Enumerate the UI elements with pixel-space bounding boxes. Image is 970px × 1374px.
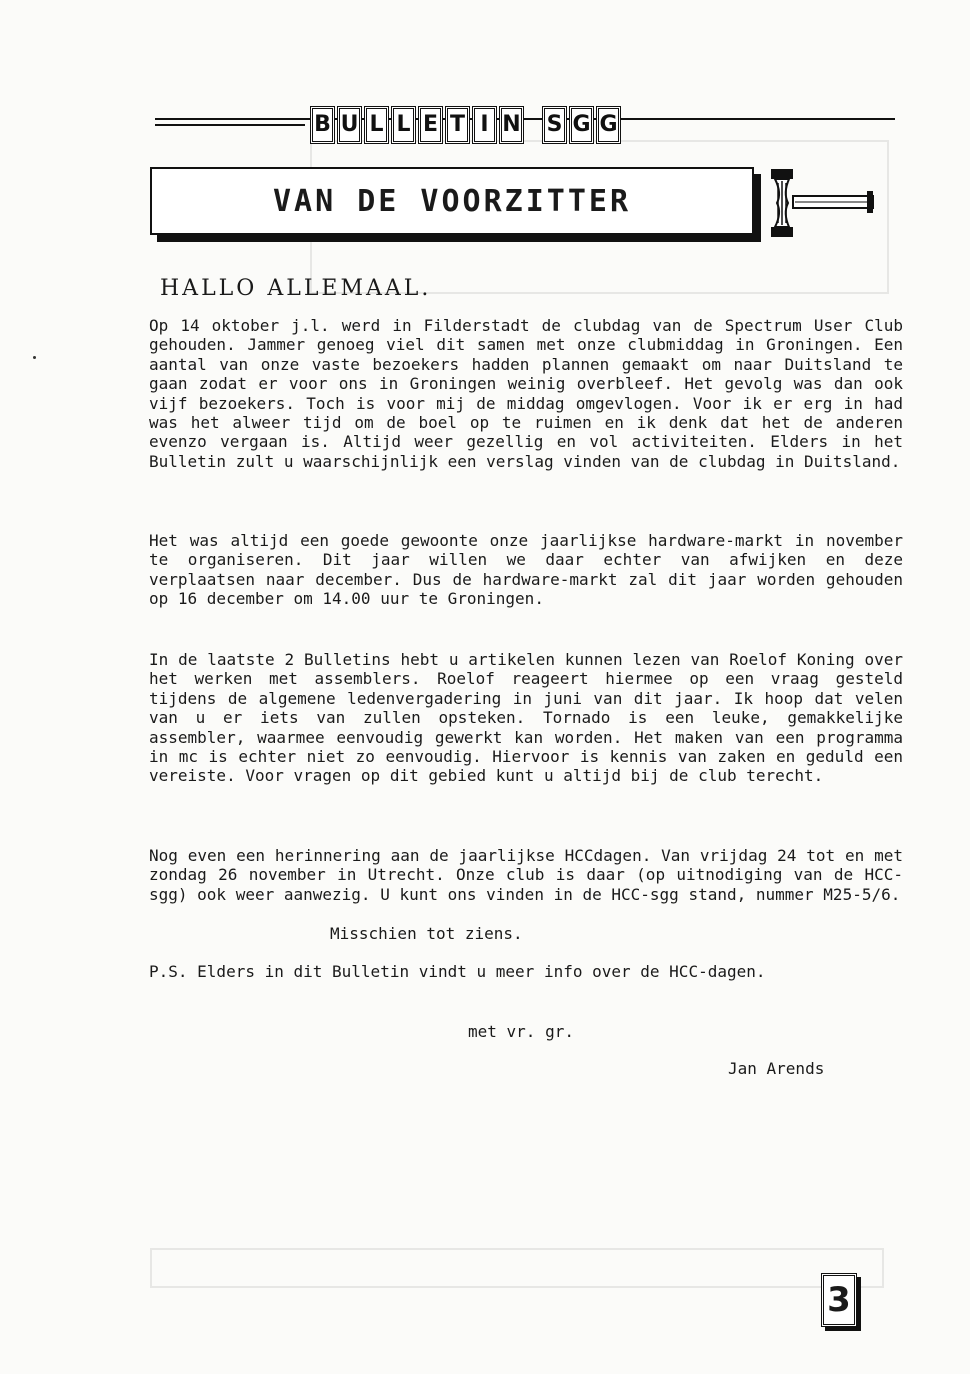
body-paragraph: Het was altijd een goede gewoonte onze jaarlijkse hardware-markt in november te organiseren. Dit jaar willen we daar echter van afwijken en deze verplaatsen naar december. Dus de hardware-markt zal dit jaar worden gehouden op 16 december om 14.00 uur te Groningen.	[149, 531, 903, 609]
logo-letter: T	[445, 106, 470, 144]
section-title-box	[150, 167, 754, 235]
logo-letter: L	[391, 106, 416, 144]
stray-mark	[33, 356, 36, 359]
postscript: P.S. Elders in dit Bulletin vindt u meer info over de HCC-dagen.	[149, 962, 766, 981]
logo-letter: B	[310, 106, 335, 144]
signoff: met vr. gr.	[468, 1022, 574, 1041]
section-title: VAN DE VOORZITTER	[272, 183, 632, 219]
gavel-icon	[767, 163, 877, 243]
greeting: HALLO ALLEMAAL.	[160, 276, 432, 301]
logo-letter: G	[569, 106, 594, 144]
logo-letter: G	[596, 106, 621, 144]
show-through-frame	[150, 1248, 884, 1288]
logo-letter: U	[337, 106, 362, 144]
body-paragraph: Op 14 oktober j.l. werd in Filderstadt de clubdag van de Spectrum User Club gehouden. Jammer genoeg viel dit samen met onze clubmiddag in Groningen. Een aantal van onze vaste bezoekers hadden plannen gemaakt om naar Duitsland te gaan zodat er voor ons in Groningen weinig overbleef. Het gevolg was dan ook vijf bezoekers. Toch is voor mij de middag omgevlogen. Voor ik er erg in had was het alweer tijd om de boel op te ruimen en ik denk dat het de anderen evenzo vergaan is. Altijd weer gezellig en vol activiteiten. Elders in het Bulletin zult u waarschijnlijk een verslag vinden van de clubdag in Duitsland.	[149, 316, 903, 471]
closing-line: Misschien tot ziens.	[330, 924, 523, 943]
logo-letter: L	[364, 106, 389, 144]
body-paragraph: Nog even een herinnering aan de jaarlijkse HCCdagen. Van vrijdag 24 tot en met zondag 26 november in Utrecht. Onze club is daar (op uitnodiging van de HCC-sgg) ook weer aanwezig. U kunt ons vinden in de HCC-sgg stand, nummer M25-5/6.	[149, 846, 903, 904]
masthead-rule	[155, 124, 305, 126]
logo-letter: N	[499, 106, 524, 144]
logo-letter: E	[418, 106, 443, 144]
page-number: 3	[821, 1273, 857, 1327]
body-paragraph: In de laatste 2 Bulletins hebt u artikelen kunnen lezen van Roelof Koning over het werken met assemblers. Roelof reageert hiermee op een vraag gesteld tijdens de algemene ledenvergadering in juni van dit jaar. Ik hoop dat velen van u er iets van zullen opsteken. Tornado is een leuke, gemakkelijke assembler, waarmee eenvoudig gewerkt kan worden. Het maken van een programma in mc is echter niet zo eenvoudig. Hiervoor is kennis van zaken en geduld een vereiste. Voor vragen op dit gebied kunt u altijd bij de club terecht.	[149, 650, 903, 786]
logo-letter: S	[542, 106, 567, 144]
logo-spacer	[526, 106, 540, 144]
author-name: Jan Arends	[728, 1059, 825, 1078]
logo-letter: I	[472, 106, 497, 144]
bulletin-sgg-logo	[310, 106, 621, 144]
